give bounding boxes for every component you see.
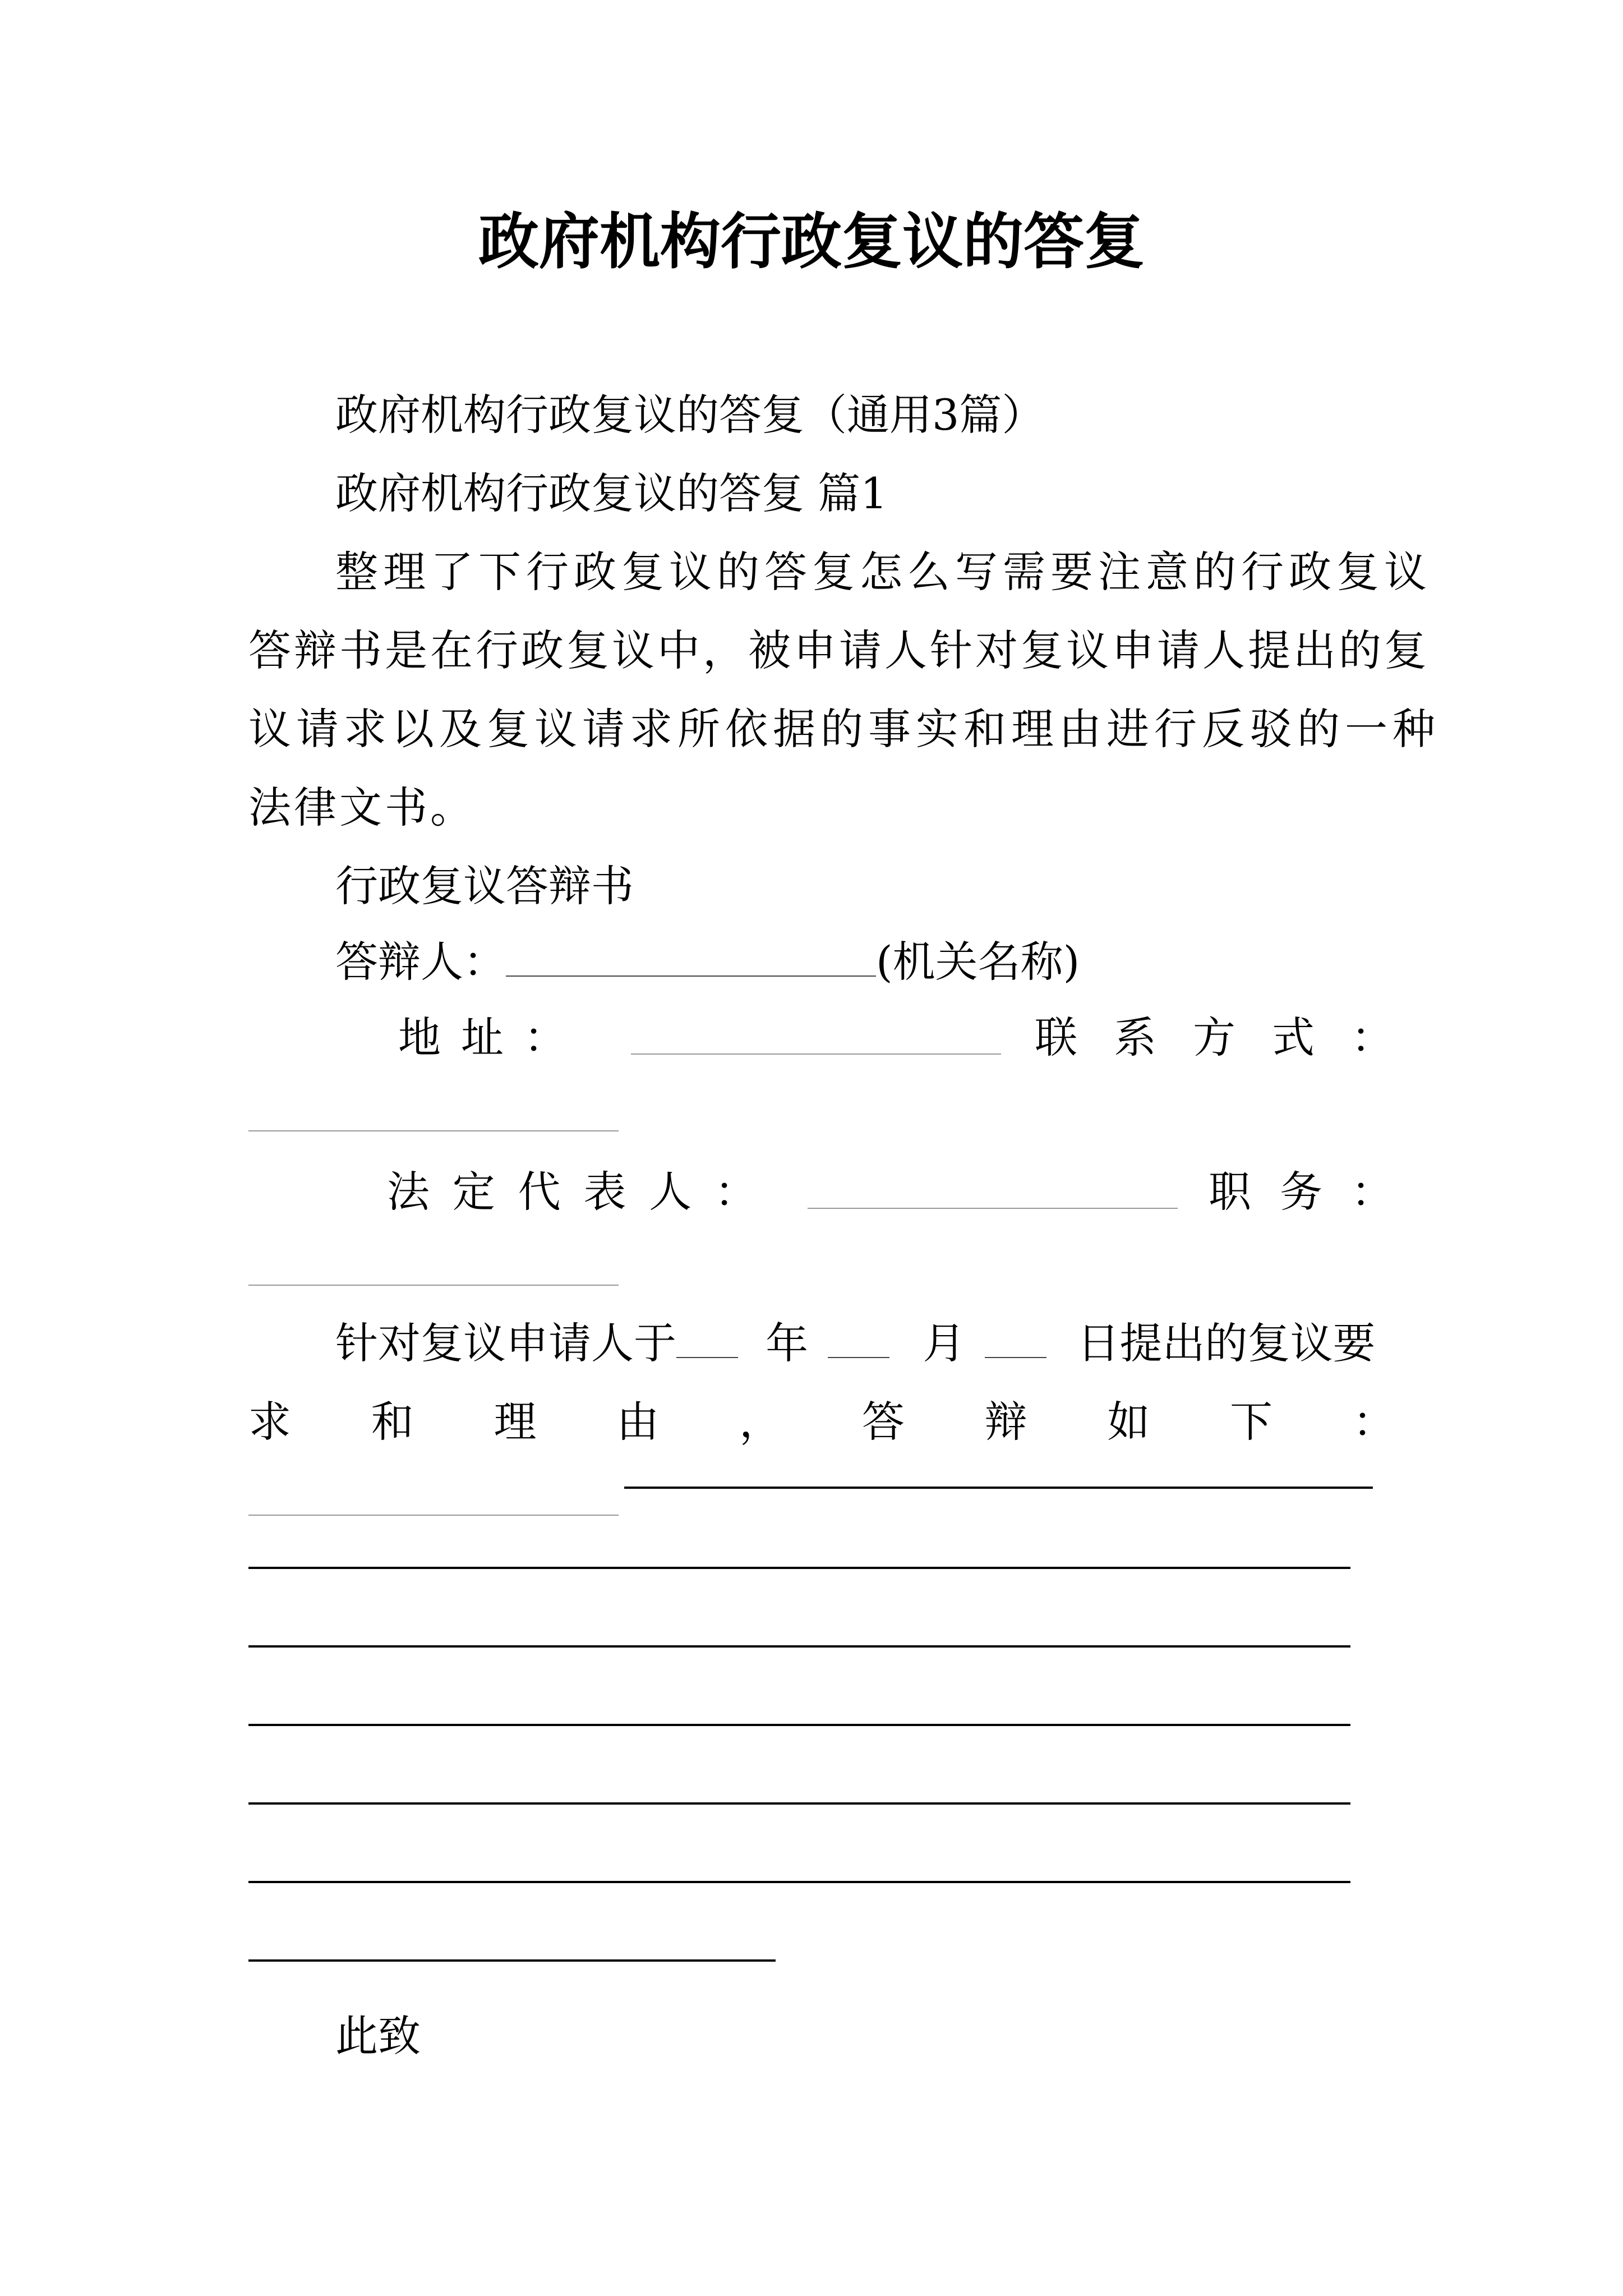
month-blank[interactable]: [828, 1318, 889, 1358]
document-title: 政府机构行政复议的答复: [478, 207, 1145, 277]
reply-char-3: 理: [494, 1397, 537, 1447]
intro-line-1-text: 整理了下行政复议的答复怎么写需要注意的行政复议: [335, 547, 1432, 597]
year-blank[interactable]: [676, 1318, 738, 1358]
year-label: 年: [766, 1318, 809, 1368]
intro-line-4: 法律文书。: [248, 783, 476, 832]
duty-char-3: ：: [1351, 1167, 1394, 1217]
address-blank[interactable]: [631, 1053, 1001, 1055]
respondent-suffix: (机关名称): [876, 937, 1080, 987]
contact-char-1: 联: [1035, 1013, 1077, 1062]
answer-line-6[interactable]: [248, 1881, 1350, 1883]
rep-char-4: 表: [583, 1167, 626, 1217]
contact-char-2: 系: [1114, 1013, 1156, 1062]
duty-char-2: 务: [1280, 1167, 1322, 1217]
respondent-row: [335, 934, 1080, 990]
rep-char-5: 人: [649, 1167, 692, 1217]
contact-char-3: 方: [1193, 1013, 1235, 1062]
answer-line-4[interactable]: [248, 1724, 1350, 1726]
reply-line-2: [248, 1394, 1395, 1450]
answer-line-2[interactable]: [248, 1567, 1350, 1569]
reply-char-2: 和: [371, 1397, 414, 1447]
rep-char-1: 法: [387, 1167, 430, 1217]
subtitle: 政府机构行政复议的答复（通用3篇）: [335, 390, 1045, 440]
contact-label: [1035, 1010, 1394, 1066]
duty-blank[interactable]: [248, 1285, 619, 1286]
rep-char-3: 代: [518, 1167, 561, 1217]
intro-line-1: [335, 544, 1432, 600]
rep-char-2: 定: [452, 1167, 495, 1217]
reply-char-1: 求: [248, 1397, 291, 1447]
respondent-label: 答辩人：: [335, 937, 506, 987]
address-label: [398, 1010, 566, 1066]
rep-blank[interactable]: [808, 1208, 1178, 1209]
reply-char-9: 下: [1230, 1397, 1273, 1447]
reply-char-5: ，: [739, 1397, 782, 1447]
address-char-2: 址: [461, 1013, 504, 1062]
duty-label: [1209, 1164, 1394, 1220]
respondent-blank[interactable]: [506, 936, 876, 977]
reply-suffix: 日提出的复议要: [1077, 1318, 1376, 1368]
day-blank[interactable]: [985, 1318, 1046, 1358]
answer-line-1[interactable]: [624, 1487, 1373, 1489]
address-char-1: 地: [398, 1013, 441, 1062]
contact-char-4: 式: [1272, 1013, 1315, 1062]
reply-char-8: 如: [1107, 1397, 1150, 1447]
address-char-3: ：: [524, 1013, 566, 1062]
answer-blank-short[interactable]: [248, 1515, 619, 1516]
intro-line-2: 答辩书是在行政复议中，被申请人针对复议申请人提出的复: [248, 625, 1430, 675]
answer-line-3[interactable]: [248, 1645, 1350, 1648]
reply-char-4: 由: [616, 1397, 660, 1447]
part1-heading: 政府机构行政复议的答复 篇1: [335, 468, 888, 518]
reply-line-1: [335, 1315, 1376, 1372]
answer-line-7[interactable]: [248, 1959, 776, 1962]
duty-char-1: 职: [1209, 1167, 1251, 1217]
reply-char-10: ：: [1352, 1397, 1395, 1447]
intro-line-3: 议请求以及复议请求所依据的事实和理由进行反驳的一种: [248, 704, 1440, 754]
doc-title: 行政复议答辩书: [335, 861, 634, 911]
reply-char-6: 答: [861, 1397, 905, 1447]
rep-char-6: ：: [714, 1167, 757, 1217]
rep-label: [387, 1164, 757, 1220]
month-label: 月: [923, 1318, 966, 1368]
contact-char-5: ：: [1351, 1013, 1394, 1062]
contact-blank[interactable]: [248, 1130, 619, 1131]
reply-prefix: 针对复议申请人于: [335, 1318, 676, 1368]
answer-line-5[interactable]: [248, 1802, 1350, 1805]
reply-char-7: 辩: [984, 1397, 1027, 1447]
closing: 此致: [335, 2011, 421, 2061]
